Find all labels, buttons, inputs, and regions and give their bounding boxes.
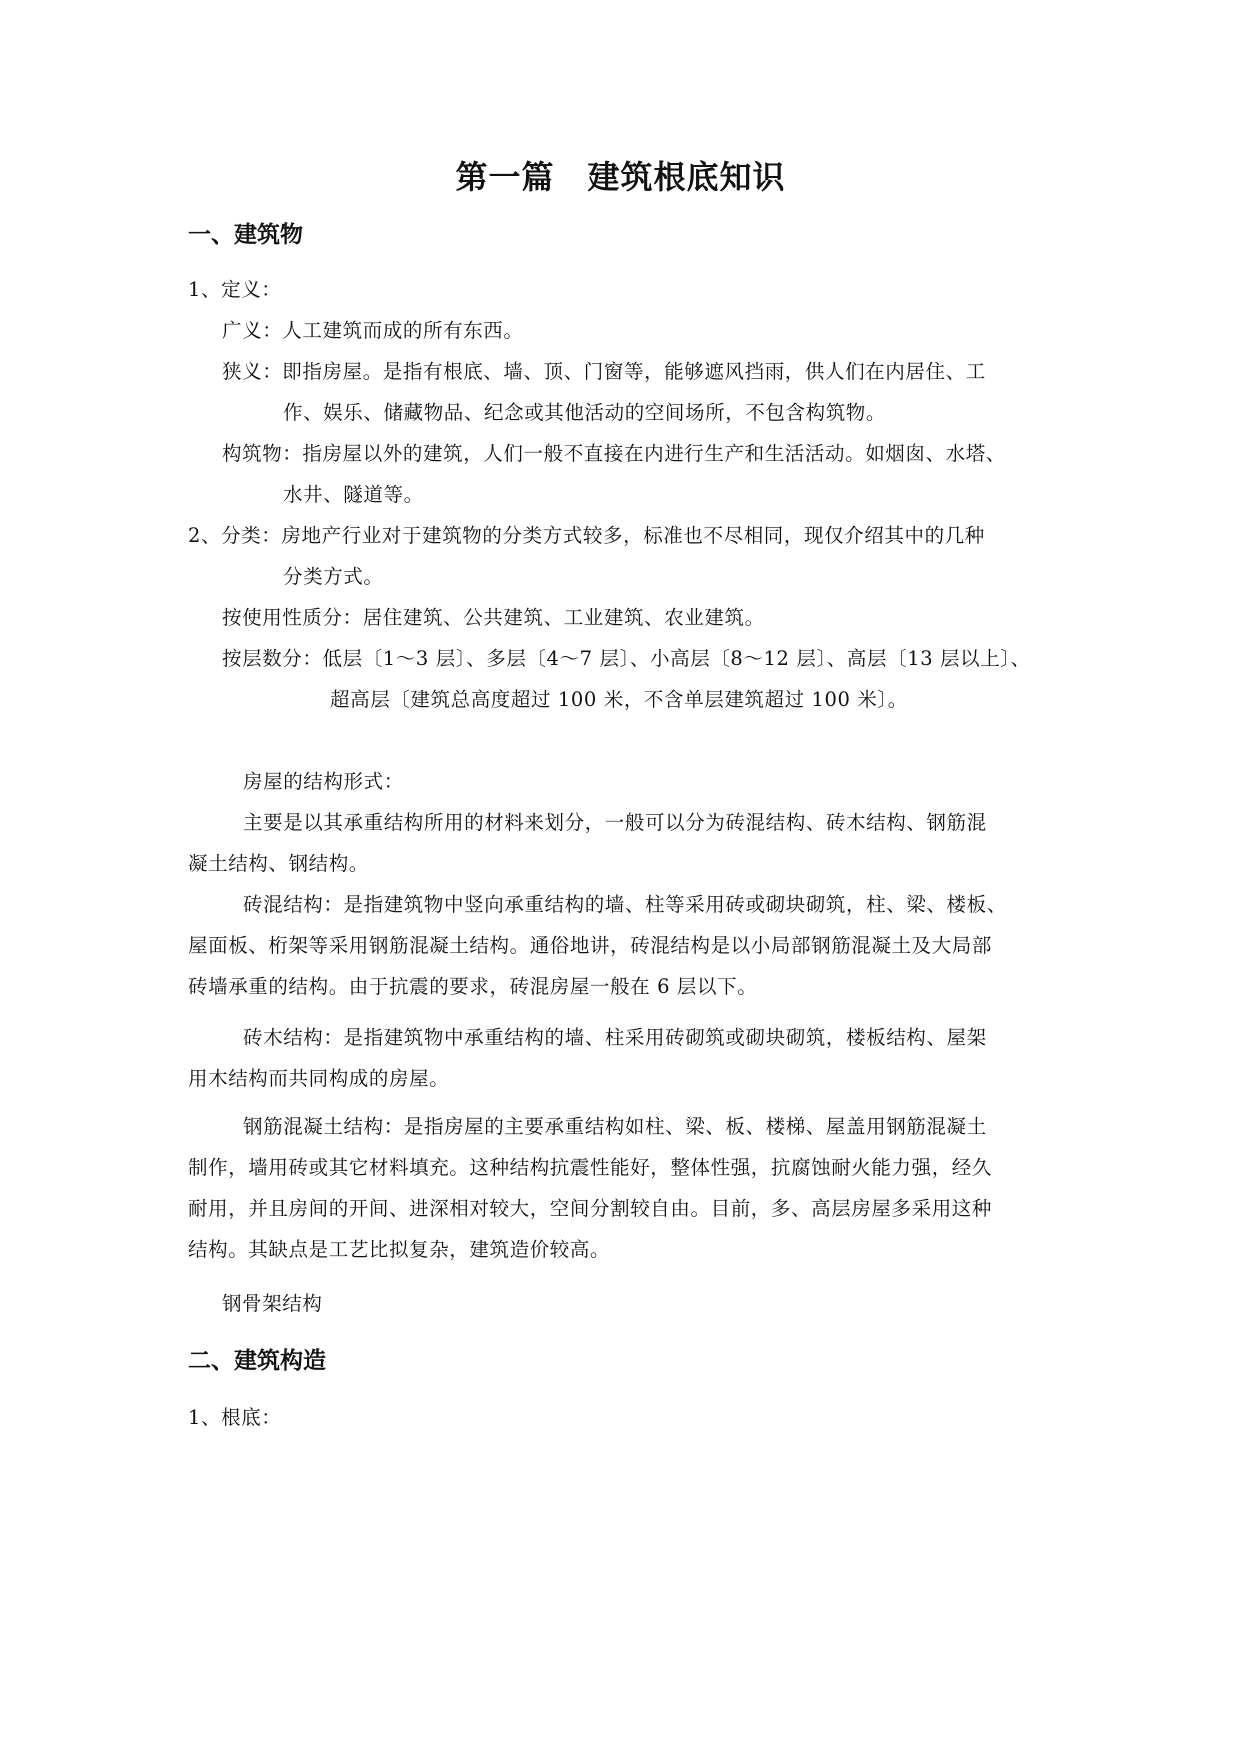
item-foundation-label: 1、根底： bbox=[188, 1406, 282, 1429]
brick-concrete-line2: 屋面板、桁架等采用钢筋混凝土结构。通俗地讲，砖混结构是以小局部钢筋混凝土及大局部 bbox=[188, 934, 993, 957]
structure-intro-line1: 主要是以其承重结构所用的材料来划分，一般可以分为砖混结构、砖木结构、钢筋混 bbox=[243, 811, 987, 834]
reinforced-concrete-line1: 钢筋混凝土结构：是指房屋的主要承重结构如柱、梁、板、楼梯、屋盖用钢筋混凝土 bbox=[243, 1115, 987, 1138]
section-heading-buildings: 一、建筑物 bbox=[188, 222, 303, 248]
reinforced-concrete-line3: 耐用，并且房间的开间、进深相对较大，空间分割较自由。目前，多、高层房屋多采用这种 bbox=[188, 1197, 993, 1220]
item-classification-line1: 2、分类：房地产行业对于建筑物的分类方式较多，标准也不尽相同，现仅介绍其中的几种 bbox=[188, 524, 985, 547]
document-title: 第一篇 建筑根底知识 bbox=[455, 158, 786, 196]
classification-by-usage: 按使用性质分：居住建筑、公共建筑、工业建筑、农业建筑。 bbox=[222, 606, 765, 629]
definition-structure-line1: 构筑物：指房屋以外的建筑，人们一般不直接在内进行生产和生活活动。如烟囱、水塔、 bbox=[222, 442, 1006, 465]
section-heading-construction: 二、建筑构造 bbox=[188, 1348, 326, 1374]
reinforced-concrete-line4: 结构。其缺点是工艺比拟复杂，建筑造价较高。 bbox=[188, 1238, 611, 1261]
brick-concrete-line3: 砖墙承重的结构。由于抗震的要求，砖混房屋一般在 6 层以下。 bbox=[188, 975, 758, 998]
steel-frame-label: 钢骨架结构 bbox=[222, 1292, 323, 1315]
brick-wood-line1: 砖木结构：是指建筑物中承重结构的墙、柱采用砖砌筑或砌块砌筑，楼板结构、屋架 bbox=[243, 1026, 987, 1049]
definition-broad: 广义：人工建筑而成的所有东西。 bbox=[222, 319, 524, 342]
structure-intro-line2: 凝土结构、钢结构。 bbox=[188, 852, 369, 875]
structure-form-label: 房屋的结构形式： bbox=[243, 770, 404, 793]
definition-structure-line2: 水井、隧道等。 bbox=[283, 483, 424, 506]
item-definition-label: 1、定义： bbox=[188, 278, 282, 301]
definition-narrow-line1: 狭义：即指房屋。是指有根底、墙、顶、门窗等，能够遮风挡雨，供人们在内居住、工 bbox=[222, 360, 986, 383]
definition-narrow-line2: 作、娱乐、储藏物品、纪念或其他活动的空间场所，不包含构筑物。 bbox=[283, 401, 887, 424]
brick-wood-line2: 用木结构而共同构成的房屋。 bbox=[188, 1067, 450, 1090]
item-classification-line2: 分类方式。 bbox=[283, 565, 384, 588]
classification-by-floors-line1: 按层数分：低层〔1～3 层〕、多层〔4～7 层〕、小高层〔8～12 层〕、高层〔13 层以上〕、 bbox=[222, 647, 1031, 670]
brick-concrete-line1: 砖混结构：是指建筑物中竖向承重结构的墙、柱等采用砖或砌块砌筑，柱、梁、楼板、 bbox=[243, 893, 1007, 916]
reinforced-concrete-line2: 制作，墙用砖或其它材料填充。这种结构抗震性能好，整体性强，抗腐蚀耐火能力强，经久 bbox=[188, 1156, 993, 1179]
classification-by-floors-line2: 超高层〔建筑总高度超过 100 米，不含单层建筑超过 100 米〕。 bbox=[330, 688, 908, 711]
